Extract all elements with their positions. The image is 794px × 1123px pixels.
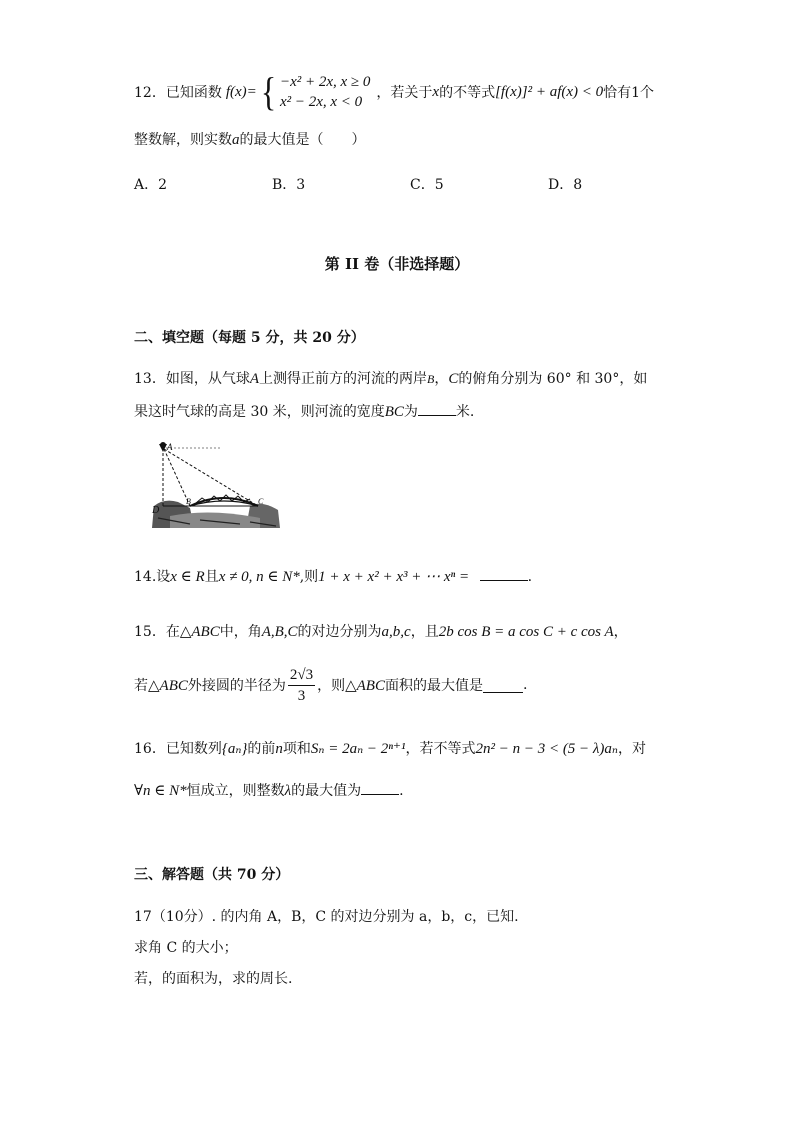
q12-cases — [280, 72, 370, 112]
q15-text-1: 15．在 — [134, 624, 180, 640]
q16-line2 — [134, 780, 404, 800]
q16-text-4: ，若不等式 — [405, 741, 476, 757]
q14-line — [134, 566, 532, 586]
q13-answer-blank — [418, 401, 456, 416]
q12-line1 — [134, 69, 655, 114]
q12-line2-text: 整数解，则实数 — [134, 132, 232, 148]
q15-sides: a,b,c — [381, 624, 411, 640]
q16-text-3: 项和 — [282, 741, 311, 757]
q12-line2-tail: 的最大值是（ ） — [239, 132, 366, 148]
q12-option-d: D．8 — [548, 177, 583, 193]
q15-text-4: ，且 — [410, 624, 439, 640]
q15-triangle: △ABC — [179, 624, 220, 640]
fig-label-c: C — [258, 497, 264, 506]
q13-segment-bc: BC — [384, 404, 404, 420]
q13-line1 — [134, 368, 647, 388]
q16-lambda: λ — [284, 783, 292, 799]
q16-forall: ∀n ∈ N* — [134, 783, 187, 799]
q15-equation: 2b cos B = a cos C + c cos A — [438, 624, 614, 640]
q15-triangle-2: △ABC — [148, 677, 188, 694]
q12-option-c: C．5 — [410, 177, 444, 193]
q16-text-7: 的最大值为 — [291, 783, 362, 799]
q15-text-9: 面积的最大值是 — [384, 678, 483, 694]
q15-text-3: 的对边分别为 — [297, 624, 382, 640]
q16-end: . — [399, 783, 404, 799]
q16-text-5: ，对 — [618, 741, 647, 757]
q16-line1 — [134, 738, 646, 758]
q13-text-1: 13．如图，从气球 — [134, 371, 250, 387]
fig-label-b: B — [186, 497, 191, 506]
q15-angles: A,B,C — [261, 624, 298, 640]
q15-end: . — [522, 677, 528, 693]
q12-text-mid2: 的不等式 — [439, 85, 496, 101]
q12-var-x: x — [432, 83, 440, 100]
q17-line1: 17（10分）. 的内角 A，B，C 的对边分别为 a，b，c，已知. — [134, 909, 519, 925]
q15-text-8: ，则 — [317, 678, 346, 694]
q16-answer-blank — [361, 780, 399, 795]
q16-inequality: 2n² − n − 3 < (5 − λ)aₙ — [475, 741, 619, 757]
q12-var-a: a — [232, 132, 240, 148]
q14-expr-1: x ∈ R — [170, 569, 205, 585]
q13-point-b: B — [427, 372, 435, 386]
part-2-title: 二、填空题（每题 5 分，共 20 分） — [134, 330, 365, 346]
q12-case-2: x² − 2x, x < 0 — [279, 94, 363, 110]
left-brace-icon: { — [260, 69, 277, 114]
q13-figure — [150, 438, 282, 530]
q12-line2 — [134, 129, 366, 149]
q14-text-2: 且 — [204, 569, 219, 585]
q15-answer-blank — [483, 678, 523, 693]
fig-label-a: A — [167, 442, 173, 452]
part-3-title: 三、解答题（共 70 分） — [134, 867, 290, 883]
q13-text-4: 果这时气球的高是 30 米，则河流的宽度 — [134, 404, 385, 420]
section-2-title: 第 II 卷（非选择题） — [324, 255, 470, 273]
q14-expr-3: 1 + x + x² + x³ + ⋯ xⁿ = — [318, 569, 470, 585]
q15-line2 — [134, 664, 527, 706]
q13-comma: ， — [434, 371, 449, 387]
q12-case-1: −x² + 2x, x ≥ 0 — [279, 74, 371, 90]
q13-text-2: 上测得正前方的河流的两岸 — [259, 371, 427, 387]
q16-text-1: 16．已知数列 — [134, 741, 222, 757]
q14-text-3: ,则 — [299, 569, 319, 585]
q16-var-n: n — [275, 741, 283, 757]
q12-function-name: f(x)= — [225, 83, 257, 100]
q17-line3: 若，的面积为，求的周长. — [134, 971, 293, 987]
q15-line1 — [134, 621, 628, 641]
q12-text-mid: ，若关于 — [376, 85, 433, 101]
q15-fraction — [288, 665, 315, 706]
q13-line2 — [134, 401, 474, 421]
q17-line2: 求角 C 的大小； — [134, 940, 238, 956]
q16-text-2: 的前 — [247, 741, 276, 757]
q12-option-a: A．2 — [134, 177, 168, 193]
q13-point-a: A — [249, 371, 259, 387]
q13-point-c: C — [448, 371, 459, 387]
q15-triangle-3: △ABC — [345, 677, 385, 694]
q13-text-5: 为 — [403, 404, 418, 420]
fig-label-d: D — [152, 505, 160, 516]
q14-end: . — [527, 569, 533, 585]
q16-sum-formula: Sₙ = 2aₙ − 2ⁿ⁺¹ — [310, 741, 406, 757]
q12-option-b: B．3 — [272, 177, 306, 193]
q12-piecewise — [257, 69, 371, 114]
q14-expr-2: x ≠ 0, n ∈ N* — [218, 569, 300, 585]
q12-text-tail: 恰有1个 — [603, 85, 655, 101]
q13-text-6: 米. — [455, 404, 475, 420]
q15-text-5: ， — [613, 624, 628, 640]
q16-sequence: {aₙ} — [221, 741, 248, 757]
q15-text-2: 中，角 — [219, 624, 262, 640]
q15-frac-num: 2√3 — [288, 665, 315, 686]
q12-number-text: 12．已知函数 — [134, 85, 222, 101]
q14-text-1: 14.设 — [134, 569, 171, 585]
q14-answer-blank — [480, 566, 528, 581]
q15-text-6: 若 — [134, 678, 148, 694]
q13-text-3: 的俯角分别为 60° 和 30°，如 — [458, 371, 648, 387]
q12-inequality: [f(x)]² + af(x) < 0 — [495, 83, 604, 100]
q16-text-6: 恒成立，则整数 — [186, 783, 285, 799]
q15-frac-den: 3 — [297, 687, 306, 704]
q15-text-7: 外接圆的半径为 — [187, 678, 286, 694]
